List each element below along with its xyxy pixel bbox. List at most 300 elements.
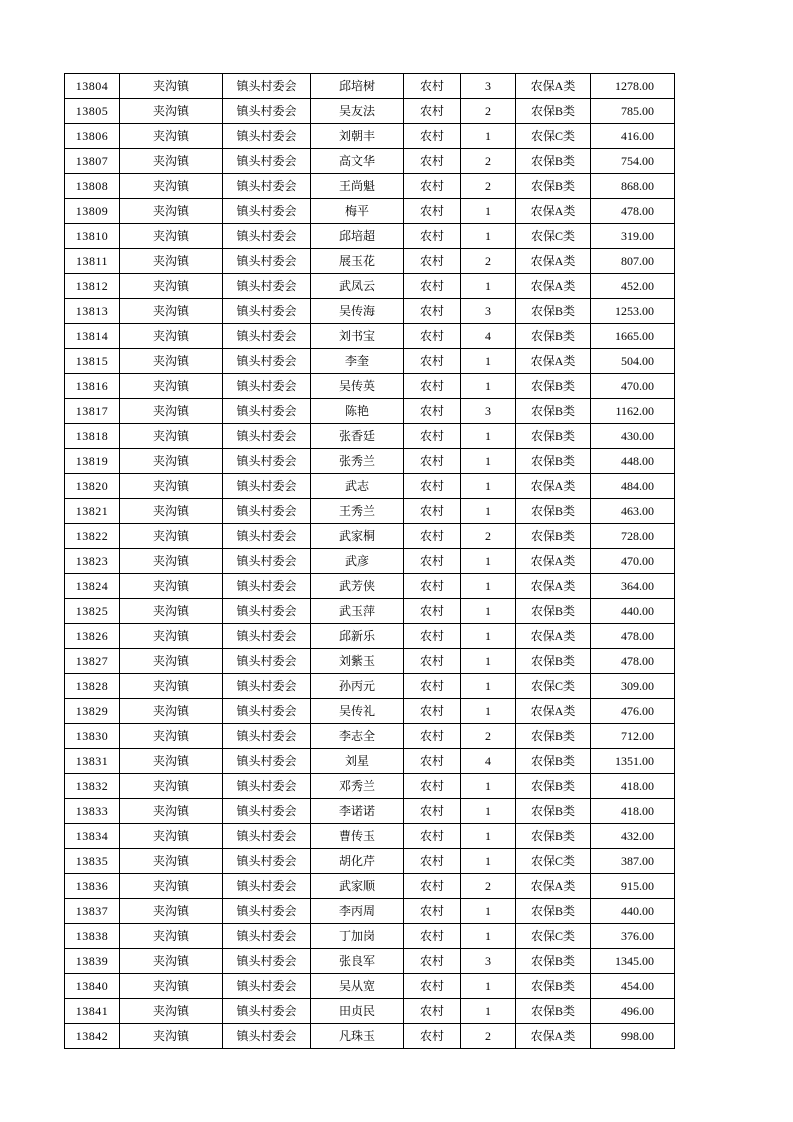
cell-village: 镇头村委会 <box>223 774 311 799</box>
cell-name: 武芳侠 <box>311 574 404 599</box>
cell-residence: 农村 <box>404 124 461 149</box>
cell-name: 李丙周 <box>311 899 404 924</box>
cell-category: 农保A类 <box>516 1024 591 1049</box>
cell-count: 1 <box>461 124 516 149</box>
table-row <box>65 149 675 174</box>
cell-id: 13827 <box>65 649 120 674</box>
cell-village: 镇头村委会 <box>223 674 311 699</box>
cell-amount: 440.00 <box>591 599 675 624</box>
cell-village: 镇头村委会 <box>223 274 311 299</box>
table-row <box>65 999 675 1024</box>
cell-category: 农保B类 <box>516 299 591 324</box>
cell-id: 13828 <box>65 674 120 699</box>
cell-name: 吴从宽 <box>311 974 404 999</box>
cell-village: 镇头村委会 <box>223 699 311 724</box>
cell-id: 13807 <box>65 149 120 174</box>
cell-name: 张良军 <box>311 949 404 974</box>
cell-amount: 448.00 <box>591 449 675 474</box>
cell-village: 镇头村委会 <box>223 799 311 824</box>
cell-residence: 农村 <box>404 774 461 799</box>
cell-amount: 454.00 <box>591 974 675 999</box>
cell-residence: 农村 <box>404 424 461 449</box>
cell-count: 1 <box>461 924 516 949</box>
cell-residence: 农村 <box>404 324 461 349</box>
table-row <box>65 824 675 849</box>
cell-count: 3 <box>461 399 516 424</box>
cell-amount: 915.00 <box>591 874 675 899</box>
cell-name: 刘朝丰 <box>311 124 404 149</box>
cell-count: 1 <box>461 374 516 399</box>
cell-category: 农保B类 <box>516 149 591 174</box>
cell-id: 13806 <box>65 124 120 149</box>
cell-amount: 418.00 <box>591 799 675 824</box>
cell-town: 夹沟镇 <box>120 149 223 174</box>
cell-count: 1 <box>461 224 516 249</box>
cell-category: 农保B类 <box>516 974 591 999</box>
cell-id: 13821 <box>65 499 120 524</box>
cell-residence: 农村 <box>404 824 461 849</box>
table-row <box>65 549 675 574</box>
cell-residence: 农村 <box>404 699 461 724</box>
cell-count: 1 <box>461 199 516 224</box>
cell-id: 13830 <box>65 724 120 749</box>
cell-name: 武玉萍 <box>311 599 404 624</box>
cell-category: 农保B类 <box>516 399 591 424</box>
cell-count: 1 <box>461 474 516 499</box>
cell-amount: 309.00 <box>591 674 675 699</box>
cell-town: 夹沟镇 <box>120 999 223 1024</box>
cell-residence: 农村 <box>404 199 461 224</box>
cell-count: 4 <box>461 324 516 349</box>
cell-residence: 农村 <box>404 74 461 99</box>
cell-town: 夹沟镇 <box>120 199 223 224</box>
cell-category: 农保B类 <box>516 649 591 674</box>
cell-category: 农保C类 <box>516 674 591 699</box>
cell-town: 夹沟镇 <box>120 599 223 624</box>
cell-amount: 364.00 <box>591 574 675 599</box>
cell-count: 1 <box>461 349 516 374</box>
cell-count: 1 <box>461 274 516 299</box>
cell-village: 镇头村委会 <box>223 99 311 124</box>
cell-residence: 农村 <box>404 299 461 324</box>
cell-name: 陈艳 <box>311 399 404 424</box>
cell-count: 2 <box>461 99 516 124</box>
cell-count: 1 <box>461 999 516 1024</box>
table-row <box>65 424 675 449</box>
cell-category: 农保C类 <box>516 124 591 149</box>
cell-id: 13839 <box>65 949 120 974</box>
cell-count: 2 <box>461 249 516 274</box>
cell-name: 邱培超 <box>311 224 404 249</box>
cell-name: 李奎 <box>311 349 404 374</box>
cell-id: 13811 <box>65 249 120 274</box>
cell-town: 夹沟镇 <box>120 524 223 549</box>
cell-town: 夹沟镇 <box>120 224 223 249</box>
cell-residence: 农村 <box>404 149 461 174</box>
cell-id: 13829 <box>65 699 120 724</box>
cell-town: 夹沟镇 <box>120 824 223 849</box>
cell-name: 孙丙元 <box>311 674 404 699</box>
cell-amount: 376.00 <box>591 924 675 949</box>
cell-id: 13826 <box>65 624 120 649</box>
cell-amount: 470.00 <box>591 549 675 574</box>
cell-town: 夹沟镇 <box>120 724 223 749</box>
cell-village: 镇头村委会 <box>223 299 311 324</box>
cell-id: 13842 <box>65 1024 120 1049</box>
cell-id: 13824 <box>65 574 120 599</box>
cell-name: 胡化芹 <box>311 849 404 874</box>
cell-id: 13831 <box>65 749 120 774</box>
cell-town: 夹沟镇 <box>120 774 223 799</box>
table-row <box>65 674 675 699</box>
cell-town: 夹沟镇 <box>120 324 223 349</box>
cell-residence: 农村 <box>404 624 461 649</box>
cell-village: 镇头村委会 <box>223 899 311 924</box>
cell-count: 1 <box>461 699 516 724</box>
cell-count: 1 <box>461 549 516 574</box>
table-row <box>65 599 675 624</box>
cell-town: 夹沟镇 <box>120 899 223 924</box>
cell-residence: 农村 <box>404 449 461 474</box>
table-row <box>65 449 675 474</box>
cell-category: 农保B类 <box>516 449 591 474</box>
cell-id: 13819 <box>65 449 120 474</box>
cell-name: 刘紫玉 <box>311 649 404 674</box>
cell-count: 1 <box>461 574 516 599</box>
cell-id: 13812 <box>65 274 120 299</box>
cell-category: 农保B类 <box>516 599 591 624</box>
table-row <box>65 249 675 274</box>
cell-town: 夹沟镇 <box>120 574 223 599</box>
table-row <box>65 1024 675 1049</box>
table-row <box>65 699 675 724</box>
cell-count: 1 <box>461 974 516 999</box>
cell-village: 镇头村委会 <box>223 474 311 499</box>
table-row <box>65 99 675 124</box>
cell-village: 镇头村委会 <box>223 324 311 349</box>
table-row <box>65 499 675 524</box>
cell-amount: 478.00 <box>591 199 675 224</box>
table-row <box>65 299 675 324</box>
cell-village: 镇头村委会 <box>223 149 311 174</box>
cell-town: 夹沟镇 <box>120 549 223 574</box>
table-row <box>65 649 675 674</box>
cell-category: 农保B类 <box>516 999 591 1024</box>
table-row <box>65 349 675 374</box>
cell-id: 13840 <box>65 974 120 999</box>
cell-category: 农保A类 <box>516 474 591 499</box>
cell-name: 王秀兰 <box>311 499 404 524</box>
cell-count: 1 <box>461 674 516 699</box>
cell-village: 镇头村委会 <box>223 649 311 674</box>
table-row <box>65 624 675 649</box>
cell-town: 夹沟镇 <box>120 949 223 974</box>
table-row <box>65 274 675 299</box>
cell-name: 张香廷 <box>311 424 404 449</box>
cell-town: 夹沟镇 <box>120 299 223 324</box>
cell-name: 武彦 <box>311 549 404 574</box>
table-row <box>65 324 675 349</box>
cell-id: 13823 <box>65 549 120 574</box>
cell-count: 2 <box>461 174 516 199</box>
cell-name: 凡珠玉 <box>311 1024 404 1049</box>
cell-name: 武志 <box>311 474 404 499</box>
cell-village: 镇头村委会 <box>223 999 311 1024</box>
cell-village: 镇头村委会 <box>223 424 311 449</box>
cell-residence: 农村 <box>404 874 461 899</box>
cell-town: 夹沟镇 <box>120 974 223 999</box>
table-row <box>65 949 675 974</box>
cell-amount: 1278.00 <box>591 74 675 99</box>
cell-category: 农保A类 <box>516 874 591 899</box>
cell-village: 镇头村委会 <box>223 924 311 949</box>
cell-residence: 农村 <box>404 724 461 749</box>
cell-id: 13835 <box>65 849 120 874</box>
cell-id: 13837 <box>65 899 120 924</box>
cell-town: 夹沟镇 <box>120 424 223 449</box>
cell-category: 农保B类 <box>516 424 591 449</box>
cell-name: 丁加岗 <box>311 924 404 949</box>
cell-amount: 1665.00 <box>591 324 675 349</box>
table-row <box>65 374 675 399</box>
cell-category: 农保B类 <box>516 799 591 824</box>
cell-residence: 农村 <box>404 174 461 199</box>
cell-count: 4 <box>461 749 516 774</box>
table-row <box>65 849 675 874</box>
cell-category: 农保A类 <box>516 574 591 599</box>
cell-amount: 712.00 <box>591 724 675 749</box>
cell-amount: 504.00 <box>591 349 675 374</box>
cell-id: 13818 <box>65 424 120 449</box>
cell-count: 1 <box>461 599 516 624</box>
cell-village: 镇头村委会 <box>223 849 311 874</box>
cell-amount: 496.00 <box>591 999 675 1024</box>
cell-amount: 484.00 <box>591 474 675 499</box>
table-row <box>65 899 675 924</box>
cell-id: 13817 <box>65 399 120 424</box>
cell-residence: 农村 <box>404 924 461 949</box>
cell-id: 13820 <box>65 474 120 499</box>
cell-residence: 农村 <box>404 524 461 549</box>
cell-id: 13805 <box>65 99 120 124</box>
cell-village: 镇头村委会 <box>223 374 311 399</box>
table-row <box>65 174 675 199</box>
cell-category: 农保B类 <box>516 774 591 799</box>
cell-category: 农保A类 <box>516 249 591 274</box>
cell-residence: 农村 <box>404 749 461 774</box>
cell-amount: 868.00 <box>591 174 675 199</box>
cell-category: 农保B类 <box>516 174 591 199</box>
cell-residence: 农村 <box>404 899 461 924</box>
cell-amount: 463.00 <box>591 499 675 524</box>
cell-residence: 农村 <box>404 549 461 574</box>
cell-residence: 农村 <box>404 274 461 299</box>
cell-residence: 农村 <box>404 974 461 999</box>
cell-name: 刘书宝 <box>311 324 404 349</box>
cell-category: 农保B类 <box>516 824 591 849</box>
cell-name: 王尚魁 <box>311 174 404 199</box>
cell-village: 镇头村委会 <box>223 124 311 149</box>
table-row <box>65 724 675 749</box>
cell-residence: 农村 <box>404 349 461 374</box>
cell-count: 3 <box>461 74 516 99</box>
cell-name: 张秀兰 <box>311 449 404 474</box>
cell-village: 镇头村委会 <box>223 224 311 249</box>
table-row <box>65 574 675 599</box>
cell-town: 夹沟镇 <box>120 699 223 724</box>
cell-category: 农保C类 <box>516 849 591 874</box>
cell-category: 农保B类 <box>516 949 591 974</box>
cell-village: 镇头村委会 <box>223 599 311 624</box>
cell-category: 农保B类 <box>516 99 591 124</box>
cell-village: 镇头村委会 <box>223 749 311 774</box>
cell-village: 镇头村委会 <box>223 624 311 649</box>
cell-id: 13838 <box>65 924 120 949</box>
cell-category: 农保B类 <box>516 499 591 524</box>
cell-residence: 农村 <box>404 99 461 124</box>
cell-count: 1 <box>461 899 516 924</box>
cell-count: 3 <box>461 949 516 974</box>
cell-id: 13822 <box>65 524 120 549</box>
cell-town: 夹沟镇 <box>120 74 223 99</box>
cell-town: 夹沟镇 <box>120 124 223 149</box>
table-row <box>65 399 675 424</box>
cell-name: 吴传海 <box>311 299 404 324</box>
cell-residence: 农村 <box>404 574 461 599</box>
table-row <box>65 199 675 224</box>
cell-town: 夹沟镇 <box>120 799 223 824</box>
cell-amount: 452.00 <box>591 274 675 299</box>
table-row <box>65 974 675 999</box>
cell-category: 农保A类 <box>516 699 591 724</box>
cell-category: 农保A类 <box>516 199 591 224</box>
cell-village: 镇头村委会 <box>223 724 311 749</box>
cell-category: 农保C类 <box>516 224 591 249</box>
cell-town: 夹沟镇 <box>120 749 223 774</box>
cell-count: 2 <box>461 1024 516 1049</box>
cell-id: 13809 <box>65 199 120 224</box>
cell-name: 曹传玉 <box>311 824 404 849</box>
cell-category: 农保A类 <box>516 349 591 374</box>
cell-count: 1 <box>461 624 516 649</box>
cell-amount: 807.00 <box>591 249 675 274</box>
cell-name: 武家桐 <box>311 524 404 549</box>
cell-amount: 432.00 <box>591 824 675 849</box>
cell-id: 13814 <box>65 324 120 349</box>
cell-town: 夹沟镇 <box>120 274 223 299</box>
cell-count: 3 <box>461 299 516 324</box>
cell-town: 夹沟镇 <box>120 924 223 949</box>
cell-village: 镇头村委会 <box>223 174 311 199</box>
cell-town: 夹沟镇 <box>120 1024 223 1049</box>
cell-count: 1 <box>461 774 516 799</box>
cell-name: 田贞民 <box>311 999 404 1024</box>
cell-amount: 1162.00 <box>591 399 675 424</box>
cell-residence: 农村 <box>404 399 461 424</box>
cell-town: 夹沟镇 <box>120 474 223 499</box>
cell-amount: 430.00 <box>591 424 675 449</box>
cell-town: 夹沟镇 <box>120 624 223 649</box>
cell-amount: 319.00 <box>591 224 675 249</box>
cell-count: 1 <box>461 824 516 849</box>
cell-residence: 农村 <box>404 999 461 1024</box>
table-row <box>65 74 675 99</box>
cell-amount: 416.00 <box>591 124 675 149</box>
cell-village: 镇头村委会 <box>223 74 311 99</box>
cell-amount: 478.00 <box>591 624 675 649</box>
cell-residence: 农村 <box>404 949 461 974</box>
cell-id: 13834 <box>65 824 120 849</box>
cell-amount: 470.00 <box>591 374 675 399</box>
cell-village: 镇头村委会 <box>223 574 311 599</box>
cell-village: 镇头村委会 <box>223 249 311 274</box>
cell-village: 镇头村委会 <box>223 399 311 424</box>
cell-name: 吴传英 <box>311 374 404 399</box>
cell-id: 13813 <box>65 299 120 324</box>
cell-name: 武凤云 <box>311 274 404 299</box>
cell-amount: 1253.00 <box>591 299 675 324</box>
table-body <box>65 74 675 1049</box>
cell-id: 13816 <box>65 374 120 399</box>
cell-name: 李志全 <box>311 724 404 749</box>
pension-roster-table <box>64 73 675 1049</box>
cell-residence: 农村 <box>404 474 461 499</box>
cell-amount: 476.00 <box>591 699 675 724</box>
cell-village: 镇头村委会 <box>223 1024 311 1049</box>
cell-category: 农保B类 <box>516 749 591 774</box>
cell-village: 镇头村委会 <box>223 974 311 999</box>
cell-town: 夹沟镇 <box>120 874 223 899</box>
cell-village: 镇头村委会 <box>223 349 311 374</box>
cell-village: 镇头村委会 <box>223 949 311 974</box>
cell-amount: 418.00 <box>591 774 675 799</box>
cell-count: 2 <box>461 149 516 174</box>
cell-town: 夹沟镇 <box>120 174 223 199</box>
cell-count: 1 <box>461 499 516 524</box>
cell-name: 邱培树 <box>311 74 404 99</box>
cell-category: 农保C类 <box>516 924 591 949</box>
cell-id: 13841 <box>65 999 120 1024</box>
cell-name: 刘星 <box>311 749 404 774</box>
cell-amount: 998.00 <box>591 1024 675 1049</box>
cell-count: 1 <box>461 849 516 874</box>
cell-village: 镇头村委会 <box>223 874 311 899</box>
cell-id: 13825 <box>65 599 120 624</box>
cell-count: 2 <box>461 524 516 549</box>
cell-amount: 728.00 <box>591 524 675 549</box>
cell-village: 镇头村委会 <box>223 449 311 474</box>
cell-name: 吴友法 <box>311 99 404 124</box>
cell-village: 镇头村委会 <box>223 499 311 524</box>
cell-residence: 农村 <box>404 249 461 274</box>
cell-town: 夹沟镇 <box>120 399 223 424</box>
cell-amount: 440.00 <box>591 899 675 924</box>
cell-name: 武家顺 <box>311 874 404 899</box>
cell-town: 夹沟镇 <box>120 849 223 874</box>
cell-town: 夹沟镇 <box>120 449 223 474</box>
cell-name: 吴传礼 <box>311 699 404 724</box>
cell-count: 1 <box>461 799 516 824</box>
cell-town: 夹沟镇 <box>120 99 223 124</box>
cell-amount: 754.00 <box>591 149 675 174</box>
cell-town: 夹沟镇 <box>120 674 223 699</box>
cell-count: 2 <box>461 724 516 749</box>
table-row <box>65 749 675 774</box>
cell-id: 13804 <box>65 74 120 99</box>
cell-amount: 1345.00 <box>591 949 675 974</box>
table-row <box>65 799 675 824</box>
table-row <box>65 224 675 249</box>
